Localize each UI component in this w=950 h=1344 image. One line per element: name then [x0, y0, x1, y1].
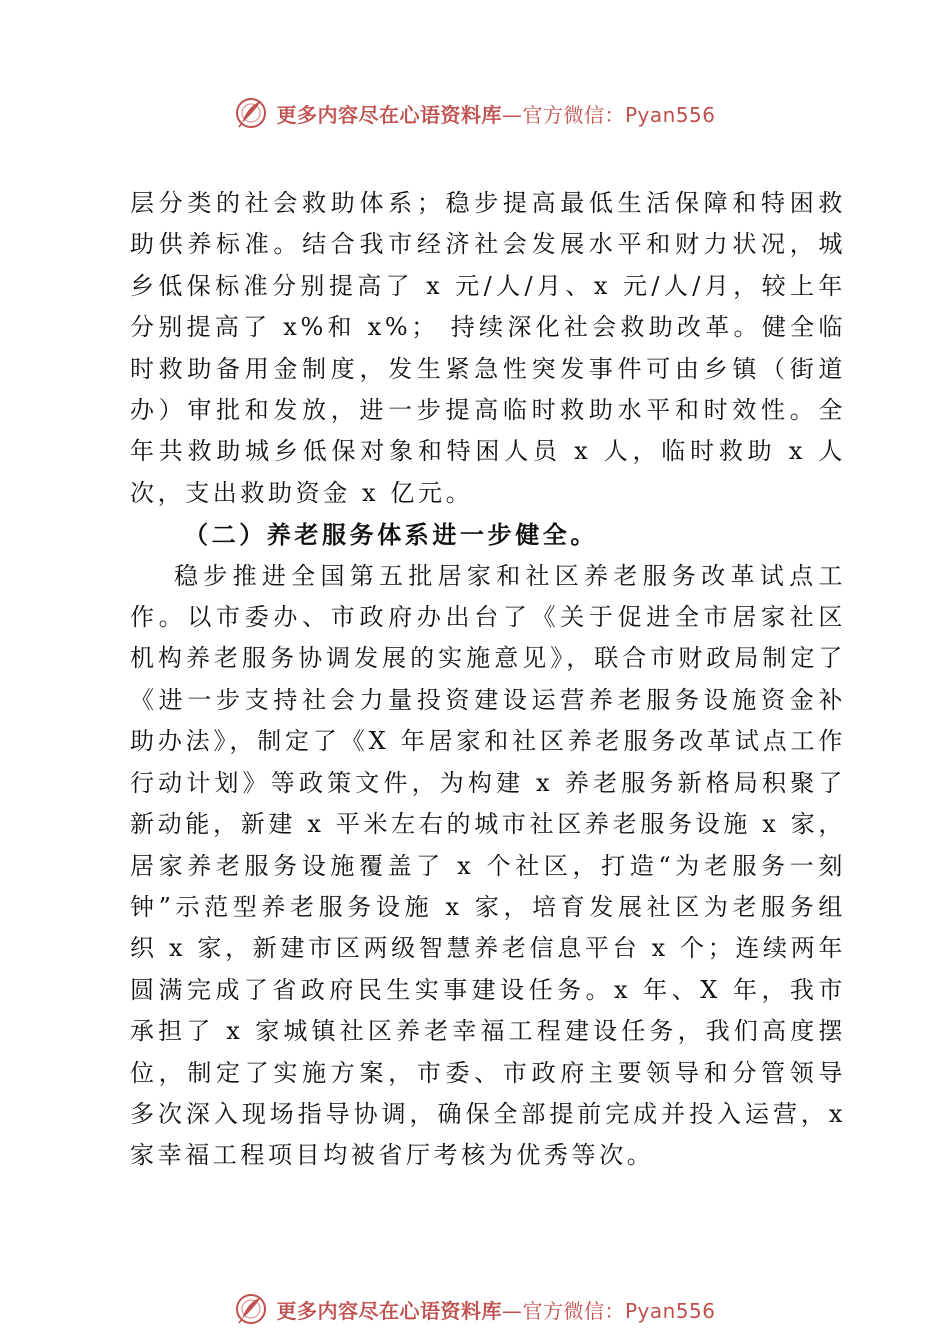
watermark-text: 更多内容尽在心语资料库—官方微信：Pyan556 — [276, 102, 716, 127]
footer-watermark — [0, 1289, 950, 1329]
feather-quill-logo-icon — [234, 1292, 268, 1326]
watermark-text: 更多内容尽在心语资料库—官方微信：Pyan556 — [276, 1298, 716, 1323]
paragraph-social-assistance: 层分类的社会救助体系；稳步提高最低生活保障和特困救助供养标准。结合我市经济社会发展水平和财力状况，城乡低保标准分别提高了 x 元/人/月、x 元/人/月，较上年分别提高了 x%和 x%； 持续深化社会救助改革。健全临时救助备用金制度，发生紧急性突发事件可由乡镇（街道办）审批和发放，进一步提高临时救助水平和时效性。全年共救助城乡低保对象和特困人员 x 人，临时救助 x 人次，支出救助资金 x 亿元。 — [130, 189, 846, 507]
feather-quill-logo-icon — [234, 96, 268, 130]
header-watermark — [0, 93, 950, 133]
document-body — [130, 183, 846, 1177]
paragraph-elderly-care: 稳步推进全国第五批居家和社区养老服务改革试点工作。以市委办、市政府办出台了《关于促进全市居家社区机构养老服务协调发展的实施意见》，联合市财政局制定了《进一步支持社会力量投资建设运营养老服务设施资金补助办法》，制定了《X 年居家和社区养老服务改革试点工作行动计划》等政策文件，为构建 x 养老服务新格局积聚了新动能，新建 x 平米左右的城市社区养老服务设施 x 家，居家养老服务设施覆盖了 x 个社区，打造“为老服务一刻钟”示范型养老服务设施 x 家，培育发展社区为老服务组织 x 家，新建市区两级智慧养老信息平台 x 个；连续两年圆满完成了省政府民生实事建设任务。x 年、X 年，我市承担了 x 家城镇社区养老幸福工程建设任务，我们高度摆位，制定了实施方案，市委、市政府主要领导和分管领导多次深入现场指导协调，确保全部提前完成并投入运营，x 家幸福工程项目均被省厅考核为优秀等次。 — [130, 561, 846, 1170]
section-heading-elderly-care: （二）养老服务体系进一步健全。 — [184, 520, 598, 550]
